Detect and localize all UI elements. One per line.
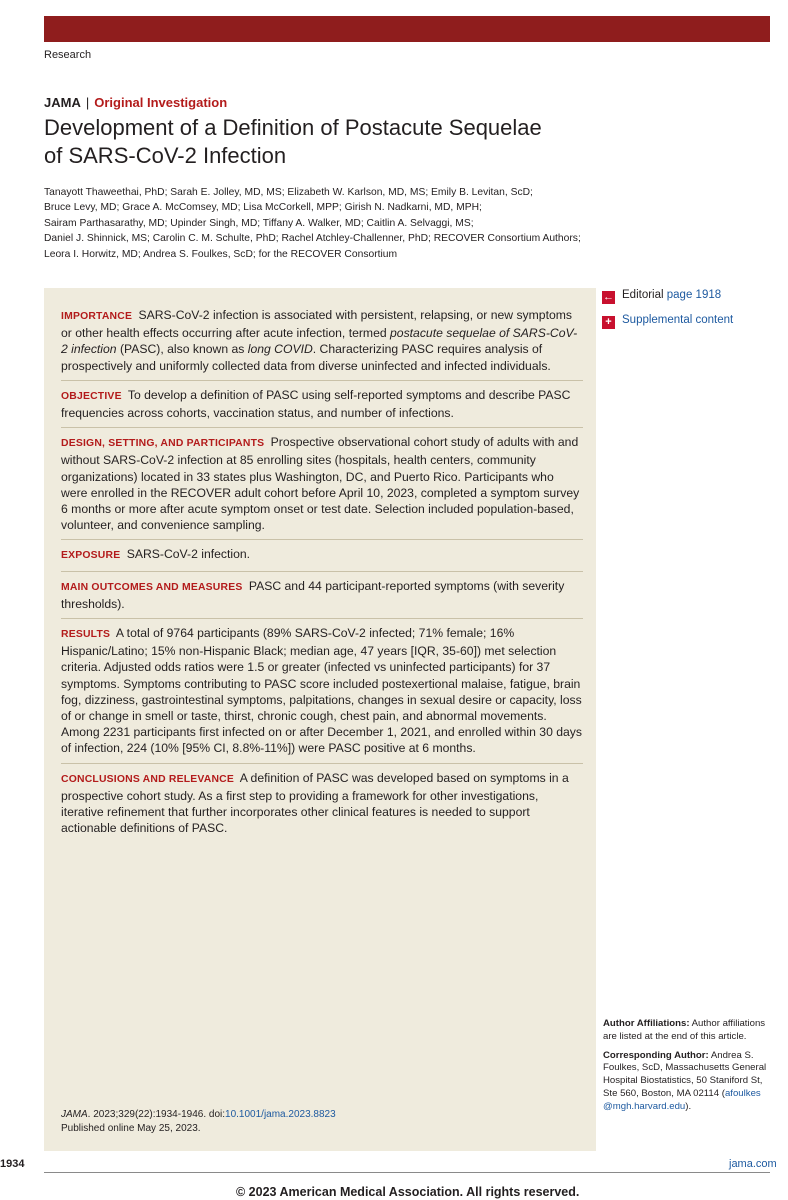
journal-name: JAMA bbox=[44, 95, 81, 110]
author-line: Bruce Levy, MD; Grace A. McComsey, MD; Lisa McCorkell, MPP; Girish N. Nadkarni, MD, MPH; bbox=[44, 202, 482, 214]
objective-text: To develop a definition of PASC using self-reported symptoms and describe PASC frequencies across cohorts, vaccination status, and number of infections. bbox=[61, 387, 571, 421]
footer-divider bbox=[44, 1172, 770, 1173]
results-text: A total of 9764 participants (89% SARS-CoV-2 infected; 71% female; 16% Hispanic/Latino; 15% non-Hispanic Black; median age, 47 years [IQR, 35-60]) met selection criteria. Adjusted odds ratios were 1.5 or greater (infected vs uninfected participants) for 37 symptoms. Symptoms contributing to PASC score included postexertional malaise, fatigue, brain fog, dizziness, gastrointestinal symptoms, palpitations, changes in sexual desire or capacity, loss of or change in smell or taste, thirst, chronic cough, chest pain, and abnormal movements. Among 2231 participants first infected on or after December 1, 2021, and enrolled within 30 days of infection, 224 (10% [95% CI, 8.8%-11%]) were PASC positive at 6 months. bbox=[61, 626, 582, 756]
results-heading: RESULTS bbox=[61, 629, 111, 641]
author-list bbox=[44, 185, 581, 262]
abstract-objective bbox=[61, 380, 583, 421]
corresponding-text: Andrea S. Foulkes, ScD, Massachusetts General Hospital Biostatistics, 50 Staniford St, Ste 560, Boston, MA 02114 ( bbox=[603, 1049, 767, 1099]
abstract-design bbox=[61, 427, 583, 533]
supplemental-link-row[interactable] bbox=[602, 314, 733, 329]
affiliations-heading: Author Affiliations: bbox=[603, 1018, 690, 1029]
affiliations-text: Author affiliations are listed at the end of this article. bbox=[603, 1018, 766, 1042]
author-line: Leora I. Horwitz, MD; Andrea S. Foulkes, ScD; for the RECOVER Consortium bbox=[44, 248, 398, 260]
importance-text: . Characterizing PASC requires analysis of prospectively and uniformly collected data from diverse uninfected and infected individuals. bbox=[61, 342, 551, 373]
objective-heading: OBJECTIVE bbox=[61, 390, 122, 402]
importance-italic-term: postacute sequelae of SARS-CoV-2 infection bbox=[61, 326, 578, 357]
published-date: Published online May 25, 2023. bbox=[61, 1122, 201, 1134]
design-heading: DESIGN, SETTING, AND PARTICIPANTS bbox=[61, 438, 265, 450]
conclusions-heading: CONCLUSIONS AND RELEVANCE bbox=[61, 773, 234, 785]
title-line-1: Development of a Definition of Postacute Sequelae bbox=[44, 115, 542, 140]
author-email-link[interactable]: afoulkes @mgh.harvard.edu bbox=[603, 1087, 761, 1112]
editorial-link-row[interactable] bbox=[602, 289, 721, 304]
citation-ref: . 2023;329(22):1934-1946. doi: bbox=[87, 1109, 226, 1120]
copyright-notice: © 2023 American Medical Association. All rights reserved. bbox=[236, 1185, 580, 1199]
author-line: Daniel J. Shinnick, MS; Carolin C. M. Schulte, PhD; Rachel Atchley-Challenner, PhD; RECOVER Consortium Authors; bbox=[44, 233, 581, 245]
plus-icon: + bbox=[602, 316, 615, 329]
exposure-heading: EXPOSURE bbox=[61, 550, 121, 562]
title-line-2: of SARS-CoV-2 Infection bbox=[44, 143, 287, 168]
abstract-conclusions bbox=[61, 763, 583, 837]
exposure-text: SARS-CoV-2 infection. bbox=[126, 547, 251, 562]
importance-text: SARS-CoV-2 infection is associated with persistent, relapsing, or new symptoms or other health effects occurring after acute infection, termed bbox=[61, 308, 572, 341]
design-text: Prospective observational cohort study of adults with and without SARS-CoV-2 infection at 85 enrolling sites (hospitals, health centers, community organizations) located in 33 states plus Washington, DC, and Puerto Rico. Participants who were enrolled in the RECOVER adult cohort before April 10, 2023, completed a symptom survey 6 months or more after acute symptom onset or test date. Selection included population-based, volunteer, and convenience sampling. bbox=[61, 435, 580, 533]
citation bbox=[61, 1108, 336, 1135]
affiliations-note bbox=[603, 1018, 775, 1044]
doi-link[interactable]: 10.1001/jama.2023.8823 bbox=[225, 1109, 336, 1120]
author-line: Tanayott Thaweethai, PhD; Sarah E. Jolley, MD, MS; Elizabeth W. Karlson, MD, MS; Emily B. Levitan, ScD; bbox=[44, 187, 533, 198]
page-number: 1934 bbox=[0, 1158, 25, 1170]
section-label: Research bbox=[44, 49, 92, 61]
citation-journal: JAMA bbox=[61, 1109, 88, 1120]
article-title bbox=[44, 114, 604, 170]
supplemental-content-link[interactable]: Supplemental content bbox=[622, 314, 734, 326]
importance-heading: IMPORTANCE bbox=[61, 311, 133, 322]
journal-separator: | bbox=[85, 95, 90, 110]
abstract-exposure bbox=[61, 539, 583, 564]
corresponding-heading: Corresponding Author: bbox=[603, 1049, 709, 1061]
author-line: Sairam Parthasarathy, MD; Upinder Singh, MD; Tiffany A. Walker, MD; Caitlin A. Selvaggi, MS; bbox=[44, 217, 474, 229]
outcomes-text: PASC and 44 participant-reported symptoms (with severity thresholds). bbox=[61, 578, 565, 611]
editorial-label: Editorial bbox=[622, 289, 664, 301]
importance-italic-term: long COVID bbox=[247, 342, 313, 357]
header-color-bar bbox=[44, 16, 770, 42]
outcomes-heading: MAIN OUTCOMES AND MEASURES bbox=[61, 581, 243, 593]
author-affiliations bbox=[603, 1018, 775, 1120]
site-link[interactable]: jama.com bbox=[729, 1158, 777, 1170]
corresponding-author bbox=[603, 1050, 775, 1114]
abstract-results bbox=[61, 618, 583, 757]
corresponding-text-end: ). bbox=[685, 1100, 692, 1112]
article-type: Original Investigation bbox=[94, 95, 228, 110]
abstract-outcomes bbox=[61, 571, 583, 612]
importance-text: (PASC), also known as bbox=[116, 342, 248, 357]
abstract-importance bbox=[61, 307, 583, 374]
journal-line bbox=[44, 95, 227, 110]
abstract-box bbox=[44, 288, 596, 1151]
editorial-page-link[interactable]: page 1918 bbox=[666, 289, 722, 301]
conclusions-text: A definition of PASC was developed based on symptoms in a prospective cohort study. As a first step to providing a framework for other investigations, iterative refinement that further incorporates other clinical features is needed to support actionable definitions of PASC. bbox=[61, 770, 569, 836]
left-arrow-icon: ← bbox=[603, 291, 614, 303]
